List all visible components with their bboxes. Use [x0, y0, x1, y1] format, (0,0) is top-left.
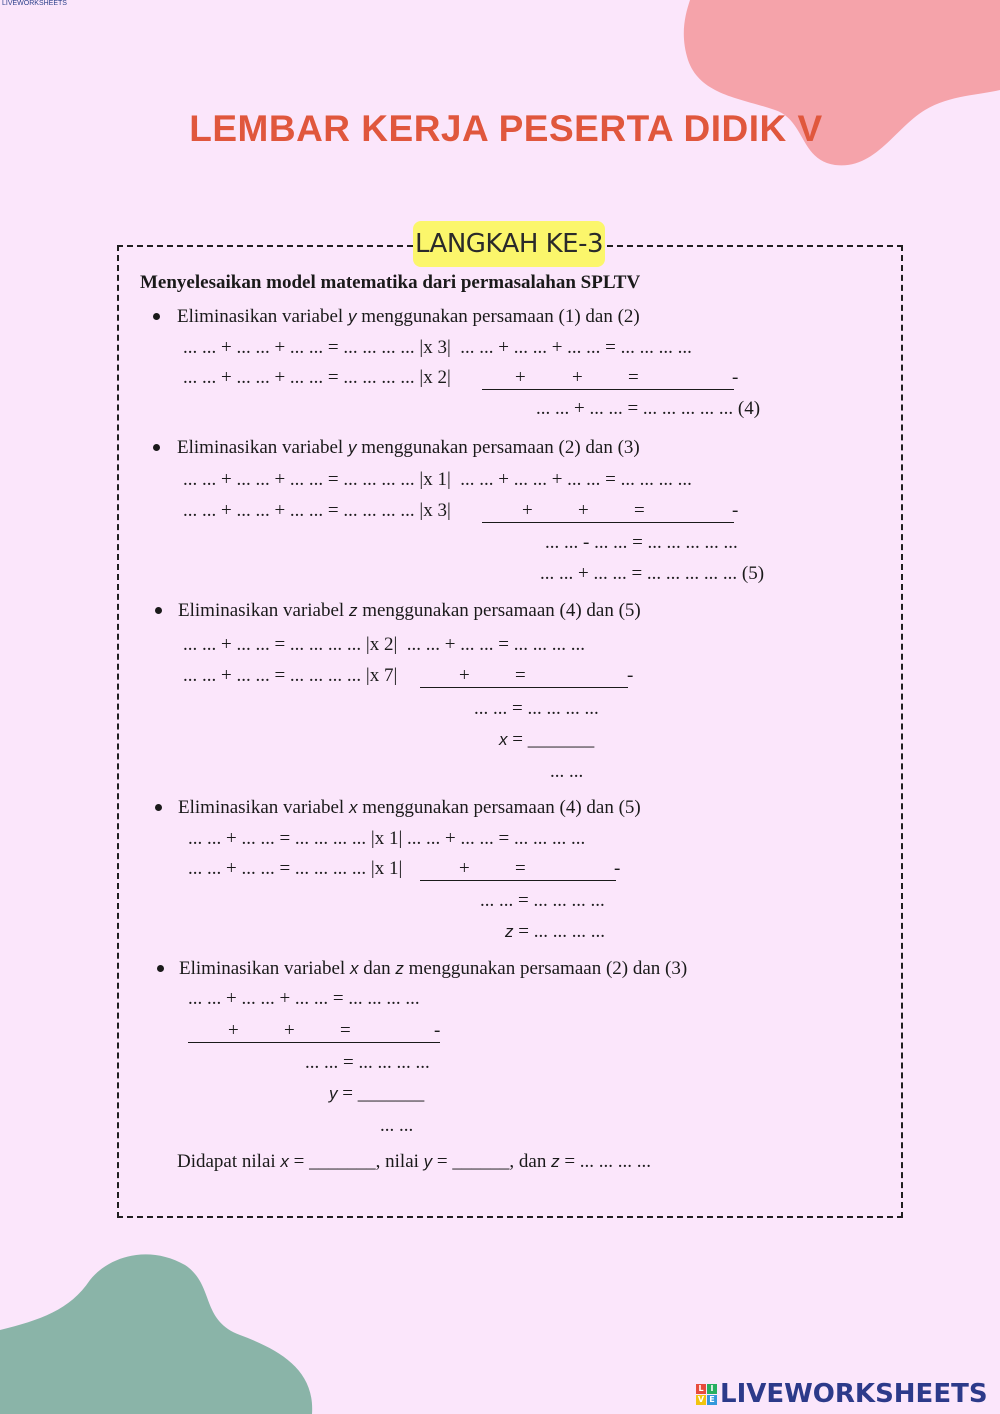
- s4-minus: -: [614, 858, 621, 879]
- green-blob: [0, 1250, 320, 1414]
- bullet-icon: [155, 607, 162, 614]
- s1-minus: -: [732, 367, 739, 388]
- s4-answer-line[interactable]: + =: [420, 858, 616, 881]
- bullet-icon: [153, 444, 160, 451]
- s4-z-value: z = ... ... ... ...: [505, 921, 605, 942]
- step-tag: LANGKAH KE-3: [413, 221, 605, 267]
- logo-grid-icon: L I V E: [696, 1384, 717, 1405]
- s5-instruction: Eliminasikan variabel x dan z menggunakan persamaan (2) dan (3): [179, 958, 688, 979]
- liveworksheets-logo: [696, 1375, 988, 1413]
- bullet-icon: [155, 804, 162, 811]
- s5-line-3: ... ... = ... ... ... ...: [305, 1052, 430, 1073]
- s2-instruction: Eliminasikan variabel y menggunakan persamaan (2) dan (3): [177, 437, 640, 458]
- s2-line-3: ... ... - ... ... = ... ... ... ... ...: [545, 532, 738, 553]
- s3-line-1: ... ... + ... ... = ... ... ... ... |x 2| ... ... + ... ... = ... ... ... ...: [183, 634, 585, 655]
- s3-line-3: ... ... = ... ... ... ...: [474, 698, 599, 719]
- brand-name: LIVEWORKSHEETS: [720, 1379, 988, 1409]
- s4-line-2: ... ... + ... ... = ... ... ... ... |x 1|: [188, 858, 403, 879]
- page-title: LEMBAR KERJA PESERTA DIDIK V: [189, 108, 823, 149]
- s4-line-3: ... ... = ... ... ... ...: [480, 890, 605, 911]
- s5-line-1: ... ... + ... ... + ... ... = ... ... ... ...: [188, 988, 420, 1009]
- s2-line-4: ... ... + ... ... = ... ... ... ... ... (5): [540, 563, 765, 584]
- s1-line-1: ... ... + ... ... + ... ... = ... ... ... ... |x 3| ... ... + ... ... + ... ... = ... ... ... ...: [183, 337, 692, 358]
- bullet-icon: [157, 965, 164, 972]
- s3-minus: -: [627, 665, 634, 686]
- s2-answer-line[interactable]: + + =: [482, 500, 734, 523]
- s3-instruction: Eliminasikan variabel z menggunakan persamaan (4) dan (5): [178, 600, 641, 621]
- s5-answer-line[interactable]: + + = -: [188, 1020, 440, 1043]
- s3-line-2: ... ... + ... ... = ... ... ... ... |x 7|: [183, 665, 398, 686]
- s1-line-2: ... ... + ... ... + ... ... = ... ... ... ... |x 2|: [183, 367, 451, 388]
- s1-line-3: ... ... + ... ... = ... ... ... ... ... (4): [536, 398, 761, 419]
- s1-answer-line[interactable]: + + =: [482, 367, 734, 390]
- s5-y-value[interactable]: y = _______: [329, 1083, 425, 1104]
- s2-line-1: ... ... + ... ... + ... ... = ... ... ... ... |x 1| ... ... + ... ... + ... ... = ... ... ... ...: [183, 469, 692, 490]
- s1-instruction: Eliminasikan variabel y menggunakan persamaan (1) dan (2): [177, 306, 640, 327]
- s2-line-2: ... ... + ... ... + ... ... = ... ... ... ... |x 3|: [183, 500, 451, 521]
- s3-line-5: ... ...: [550, 761, 584, 782]
- s4-line-1: ... ... + ... ... = ... ... ... ... |x 1| ... ... + ... ... = ... ... ... ...: [188, 828, 586, 849]
- watermark-top: LIVEWORKSHEETS: [2, 0, 67, 7]
- s5-line-5: ... ...: [380, 1115, 414, 1136]
- s3-answer-line[interactable]: + =: [420, 665, 628, 688]
- s3-x-value[interactable]: x = _______: [499, 729, 595, 750]
- s4-instruction: Eliminasikan variabel x menggunakan persamaan (4) dan (5): [178, 797, 641, 818]
- bullet-icon: [153, 313, 160, 320]
- s2-minus: -: [732, 500, 739, 521]
- section-heading: Menyelesaikan model matematika dari permasalahan SPLTV: [140, 272, 641, 293]
- result-line[interactable]: Didapat nilai x = _______, nilai y = ______, dan z = ... ... ... ...: [177, 1151, 652, 1172]
